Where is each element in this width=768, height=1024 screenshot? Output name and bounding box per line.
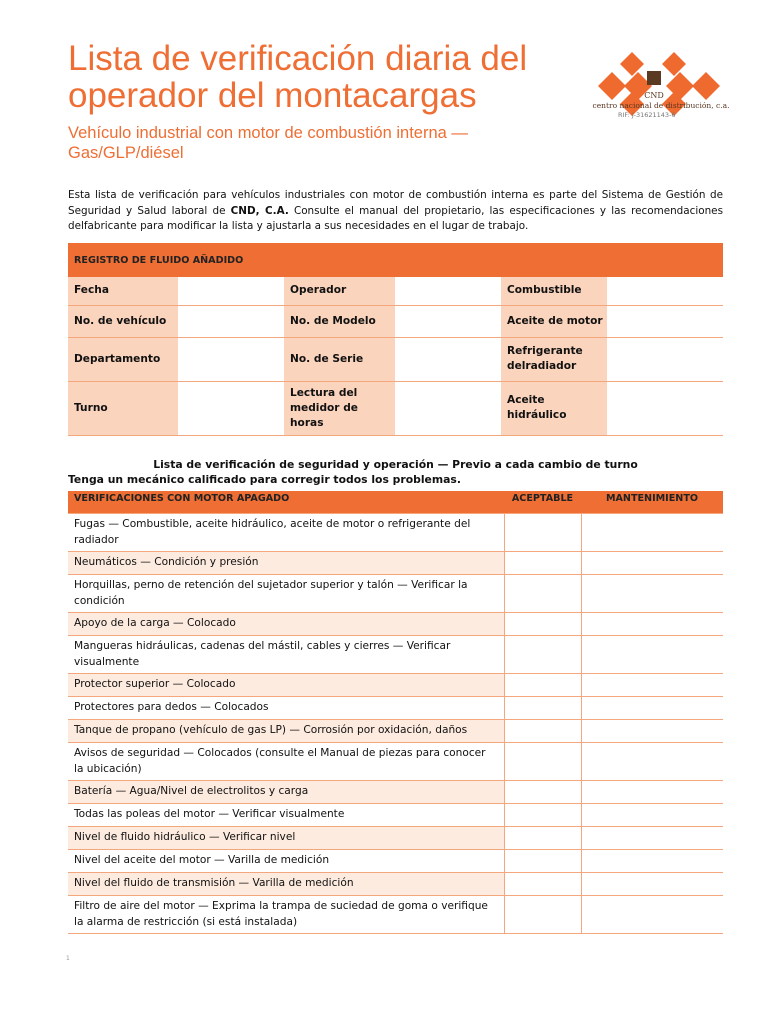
fluid-label: No. de Modelo	[284, 305, 395, 337]
maintenance-cell[interactable]	[581, 552, 723, 575]
logo-company-name: centro nacional de distribución, c.a.	[592, 101, 730, 110]
document-subtitle: Vehículo industrial con motor de combustión interna — Gas/GLP/diésel	[68, 124, 468, 162]
check-item: Protector superior — Colocado	[68, 674, 504, 697]
fluid-value-field[interactable]	[395, 337, 501, 381]
acceptable-cell[interactable]	[504, 827, 581, 850]
check-item: Apoyo de la carga — Colocado	[68, 613, 504, 636]
maintenance-cell[interactable]	[581, 514, 723, 552]
intro-text-after: Consulte el manual del propietario, las especificaciones y las recomendaciones delfabricante para modificar la lista y ajustarla a sus necesidades en el lugar de trabajo.	[68, 204, 723, 232]
acceptable-cell[interactable]	[504, 720, 581, 743]
check-item: Neumáticos — Condición y presión	[68, 552, 504, 575]
maintenance-cell[interactable]	[581, 781, 723, 804]
acceptable-cell[interactable]	[504, 697, 581, 720]
check-item: Todas las poleas del motor — Verificar visualmente	[68, 804, 504, 827]
acceptable-cell[interactable]	[504, 636, 581, 674]
fluid-value-field[interactable]	[607, 381, 723, 435]
fluid-log-table	[68, 243, 723, 436]
fluid-label: Departamento	[68, 337, 178, 381]
check-item: Filtro de aire del motor — Exprima la trampa de suciedad de goma o verifique la alarma de restricción (si está instalada)	[68, 896, 504, 934]
check-item: Mangueras hidráulicas, cadenas del mástil, cables y cierres — Verificar visualmente	[68, 636, 504, 674]
acceptable-cell[interactable]	[504, 613, 581, 636]
check-item: Nivel del fluido de transmisión — Varilla de medición	[68, 873, 504, 896]
fluid-value-field[interactable]	[607, 277, 723, 305]
maintenance-cell[interactable]	[581, 850, 723, 873]
check-item: Horquillas, perno de retención del sujetador superior y talón — Verificar la condición	[68, 575, 504, 613]
fluid-label: Operador	[284, 277, 395, 305]
fluid-value-field[interactable]	[178, 337, 284, 381]
page-marker: 1	[66, 955, 70, 962]
maintenance-cell[interactable]	[581, 720, 723, 743]
intro-company: CND, C.A.	[230, 204, 289, 217]
fluid-label: Lectura del medidor de horas	[284, 381, 395, 435]
acceptable-cell[interactable]	[504, 552, 581, 575]
maintenance-cell[interactable]	[581, 613, 723, 636]
acceptable-cell[interactable]	[504, 743, 581, 781]
check-item: Nivel de fluido hidráulico — Verificar nivel	[68, 827, 504, 850]
acceptable-cell[interactable]	[504, 873, 581, 896]
fluid-value-field[interactable]	[178, 305, 284, 337]
acceptable-cell[interactable]	[504, 575, 581, 613]
check-item: Fugas — Combustible, aceite hidráulico, aceite de motor o refrigerante del radiador	[68, 514, 504, 552]
fluid-label: No. de vehículo	[68, 305, 178, 337]
fluid-value-field[interactable]	[395, 277, 501, 305]
column-header-acceptable: ACEPTABLE	[504, 491, 581, 514]
acceptable-cell[interactable]	[504, 514, 581, 552]
document-title: Lista de verificación diaria del operador del montacargas	[68, 39, 528, 115]
fluid-log-title: REGISTRO DE FLUIDO AÑADIDO	[68, 243, 723, 277]
maintenance-cell[interactable]	[581, 804, 723, 827]
check-item: Nivel del aceite del motor — Varilla de medición	[68, 850, 504, 873]
acceptable-cell[interactable]	[504, 896, 581, 934]
check-item: Avisos de seguridad — Colocados (consulte el Manual de piezas para conocer la ubicación)	[68, 743, 504, 781]
fluid-value-field[interactable]	[607, 337, 723, 381]
check-item: Batería — Agua/Nivel de electrolitos y carga	[68, 781, 504, 804]
acceptable-cell[interactable]	[504, 850, 581, 873]
fluid-value-field[interactable]	[395, 381, 501, 435]
fluid-label: Fecha	[68, 277, 178, 305]
maintenance-cell[interactable]	[581, 697, 723, 720]
fluid-label: No. de Serie	[284, 337, 395, 381]
fluid-label: Turno	[68, 381, 178, 435]
check-item: Tanque de propano (vehículo de gas LP) — Corrosión por oxidación, daños	[68, 720, 504, 743]
check-item: Protectores para dedos — Colocados	[68, 697, 504, 720]
maintenance-cell[interactable]	[581, 575, 723, 613]
fluid-label: Aceite hidráulico	[501, 381, 607, 435]
column-header-checks: VERIFICACIONES CON MOTOR APAGADO	[68, 491, 504, 514]
maintenance-cell[interactable]	[581, 636, 723, 674]
fluid-label: Refrigerante delradiador	[501, 337, 607, 381]
checklist-table	[68, 491, 723, 934]
checklist-subheading: Tenga un mecánico calificado para corregir todos los problemas.	[68, 473, 461, 486]
fluid-label: Aceite de motor	[501, 305, 607, 337]
maintenance-cell[interactable]	[581, 896, 723, 934]
fluid-value-field[interactable]	[178, 381, 284, 435]
intro-paragraph	[68, 188, 723, 235]
checklist-heading: Lista de verificación de seguridad y operación — Previo a cada cambio de turno	[153, 458, 638, 471]
maintenance-cell[interactable]	[581, 873, 723, 896]
acceptable-cell[interactable]	[504, 781, 581, 804]
acceptable-cell[interactable]	[504, 804, 581, 827]
checklist-heading-block	[68, 457, 723, 487]
fluid-value-field[interactable]	[607, 305, 723, 337]
maintenance-cell[interactable]	[581, 674, 723, 697]
acceptable-cell[interactable]	[504, 674, 581, 697]
fluid-label: Combustible	[501, 277, 607, 305]
fluid-value-field[interactable]	[395, 305, 501, 337]
intro-text-before: Esta lista de verificación para vehículos industriales con motor de combustión interna es parte del Sistema de Gestión de Seguridad y Salud laboral de	[68, 189, 723, 217]
maintenance-cell[interactable]	[581, 743, 723, 781]
maintenance-cell[interactable]	[581, 827, 723, 850]
logo-brand: CND	[644, 91, 664, 100]
fluid-value-field[interactable]	[178, 277, 284, 305]
logo-rif: RIF: J-31621143-6	[618, 111, 676, 119]
column-header-maintenance: MANTENIMIENTO	[581, 491, 723, 514]
